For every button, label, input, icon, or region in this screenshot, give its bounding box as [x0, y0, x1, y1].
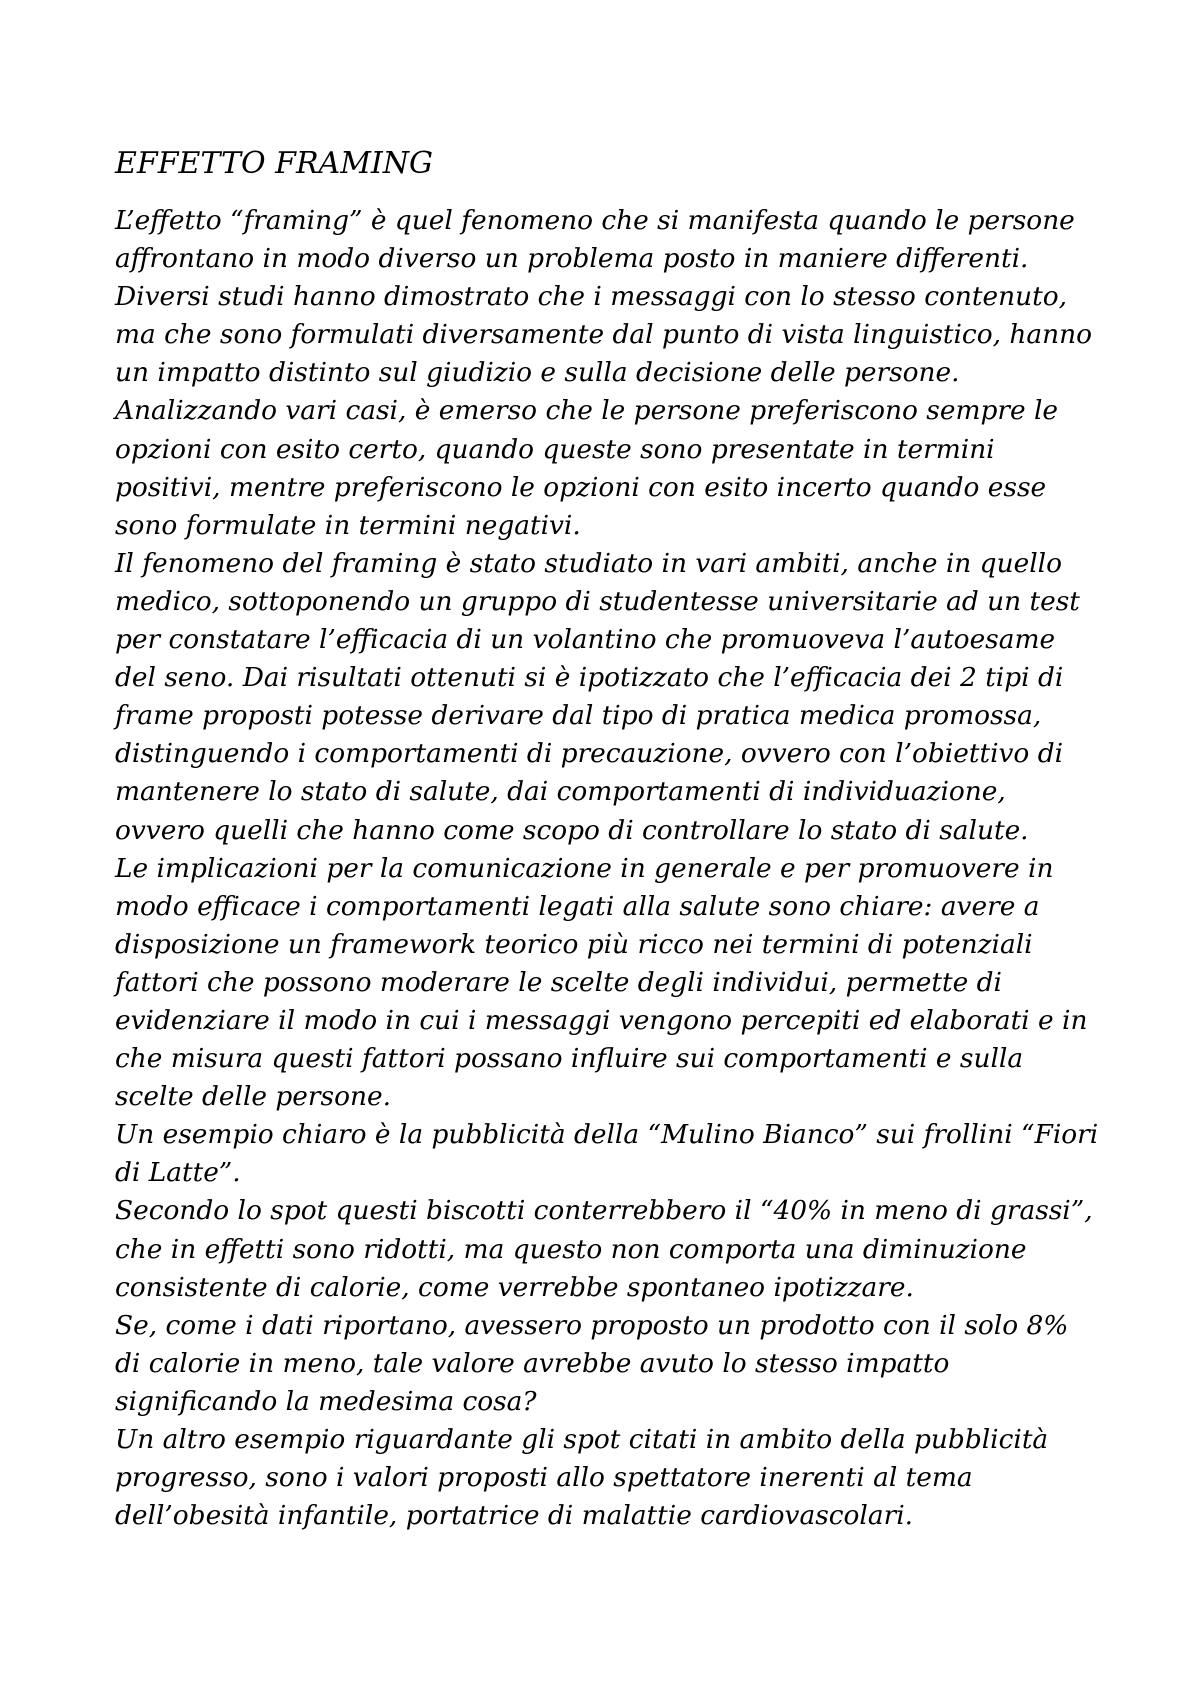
text-line: di calorie in meno, tale valore avrebbe avuto lo stesso impatto	[115, 1347, 950, 1379]
text-line: affrontano in modo diverso un problema posto in maniere differenti.	[115, 243, 1029, 275]
text-line: che misura questi fattori possano influire sui comportamenti e sulla	[115, 1043, 1024, 1075]
text-line: consistente di calorie, come verrebbe spontaneo ipotizzare.	[115, 1271, 914, 1303]
text-line: Analizzando vari casi, è emerso che le persone preferiscono sempre le	[115, 395, 1059, 427]
text-line: L’effetto “framing” è quel fenomeno che si manifesta quando le persone	[115, 205, 1075, 236]
text-line: ovvero quelli che hanno come scopo di controllare lo stato di salute.	[115, 814, 1029, 846]
text-line: modo efficace i comportamenti legati alla salute sono chiare: avere a	[115, 890, 1040, 922]
text-line: Un esempio chiaro è la pubblicità della “Mulino Bianco” sui frollini “Fiori	[115, 1119, 1099, 1151]
document-title: EFFETTO FRAMING	[115, 146, 433, 181]
text-line: frame proposti potesse derivare dal tipo di pratica medica promossa,	[115, 700, 1042, 732]
text-line: di Latte”.	[115, 1157, 241, 1189]
text-line: un impatto distinto sul giudizio e sulla decisione delle persone.	[115, 357, 960, 389]
text-line: Un altro esempio riguardante gli spot citati in ambito della pubblicità	[115, 1424, 1049, 1455]
text-line: Il fenomeno del framing è stato studiato in vari ambiti, anche in quello	[115, 547, 1062, 579]
text-line: sono formulate in termini negativi.	[115, 509, 581, 541]
document-body	[115, 202, 1115, 1535]
text-line: significando la medesima cosa?	[115, 1385, 537, 1417]
text-line: medico, sottoponendo un gruppo di studentesse universitarie ad un test	[115, 585, 1080, 617]
text-line: Diversi studi hanno dimostrato che i messaggi con lo stesso contenuto,	[115, 281, 1067, 313]
text-line: Secondo lo spot questi biscotti conterrebbero il “40% in meno di grassi”,	[115, 1195, 1093, 1227]
text-line: ma che sono formulati diversamente dal punto di vista linguistico, hanno	[115, 319, 1092, 351]
text-line: mantenere lo stato di salute, dai comportamenti di individuazione,	[115, 776, 1006, 808]
text-line: dell’obesità infantile, portatrice di malattie cardiovascolari.	[115, 1500, 914, 1532]
text-line: progresso, sono i valori proposti allo spettatore inerenti al tema	[115, 1462, 973, 1494]
text-line: scelte delle persone.	[115, 1081, 391, 1113]
text-line: positivi, mentre preferiscono le opzioni con esito incerto quando esse	[115, 471, 1047, 503]
text-line: evidenziare il modo in cui i messaggi vengono percepiti ed elaborati e in	[115, 1004, 1088, 1036]
text-line: disposizione un framework teorico più ricco nei termini di potenziali	[115, 928, 1033, 960]
text-line: Se, come i dati riportano, avessero proposto un prodotto con il solo 8%	[115, 1309, 1069, 1341]
text-line: fattori che possono moderare le scelte degli individui, permette di	[115, 966, 1002, 998]
document-content	[115, 140, 1115, 1535]
text-line: distinguendo i comportamenti di precauzione, ovvero con l’obiettivo di	[115, 738, 1064, 770]
text-line: opzioni con esito certo, quando queste sono presentate in termini	[115, 433, 995, 465]
text-line: che in effetti sono ridotti, ma questo non comporta una diminuzione	[115, 1233, 1027, 1265]
text-line: del seno. Dai risultati ottenuti si è ipotizzato che l’efficacia dei 2 tipi di	[115, 662, 1064, 694]
text-line: per constatare l’efficacia di un volantino che promuoveva l’autoesame	[115, 624, 1056, 656]
text-line: Le implicazioni per la comunicazione in generale e per promuovere in	[115, 852, 1054, 884]
